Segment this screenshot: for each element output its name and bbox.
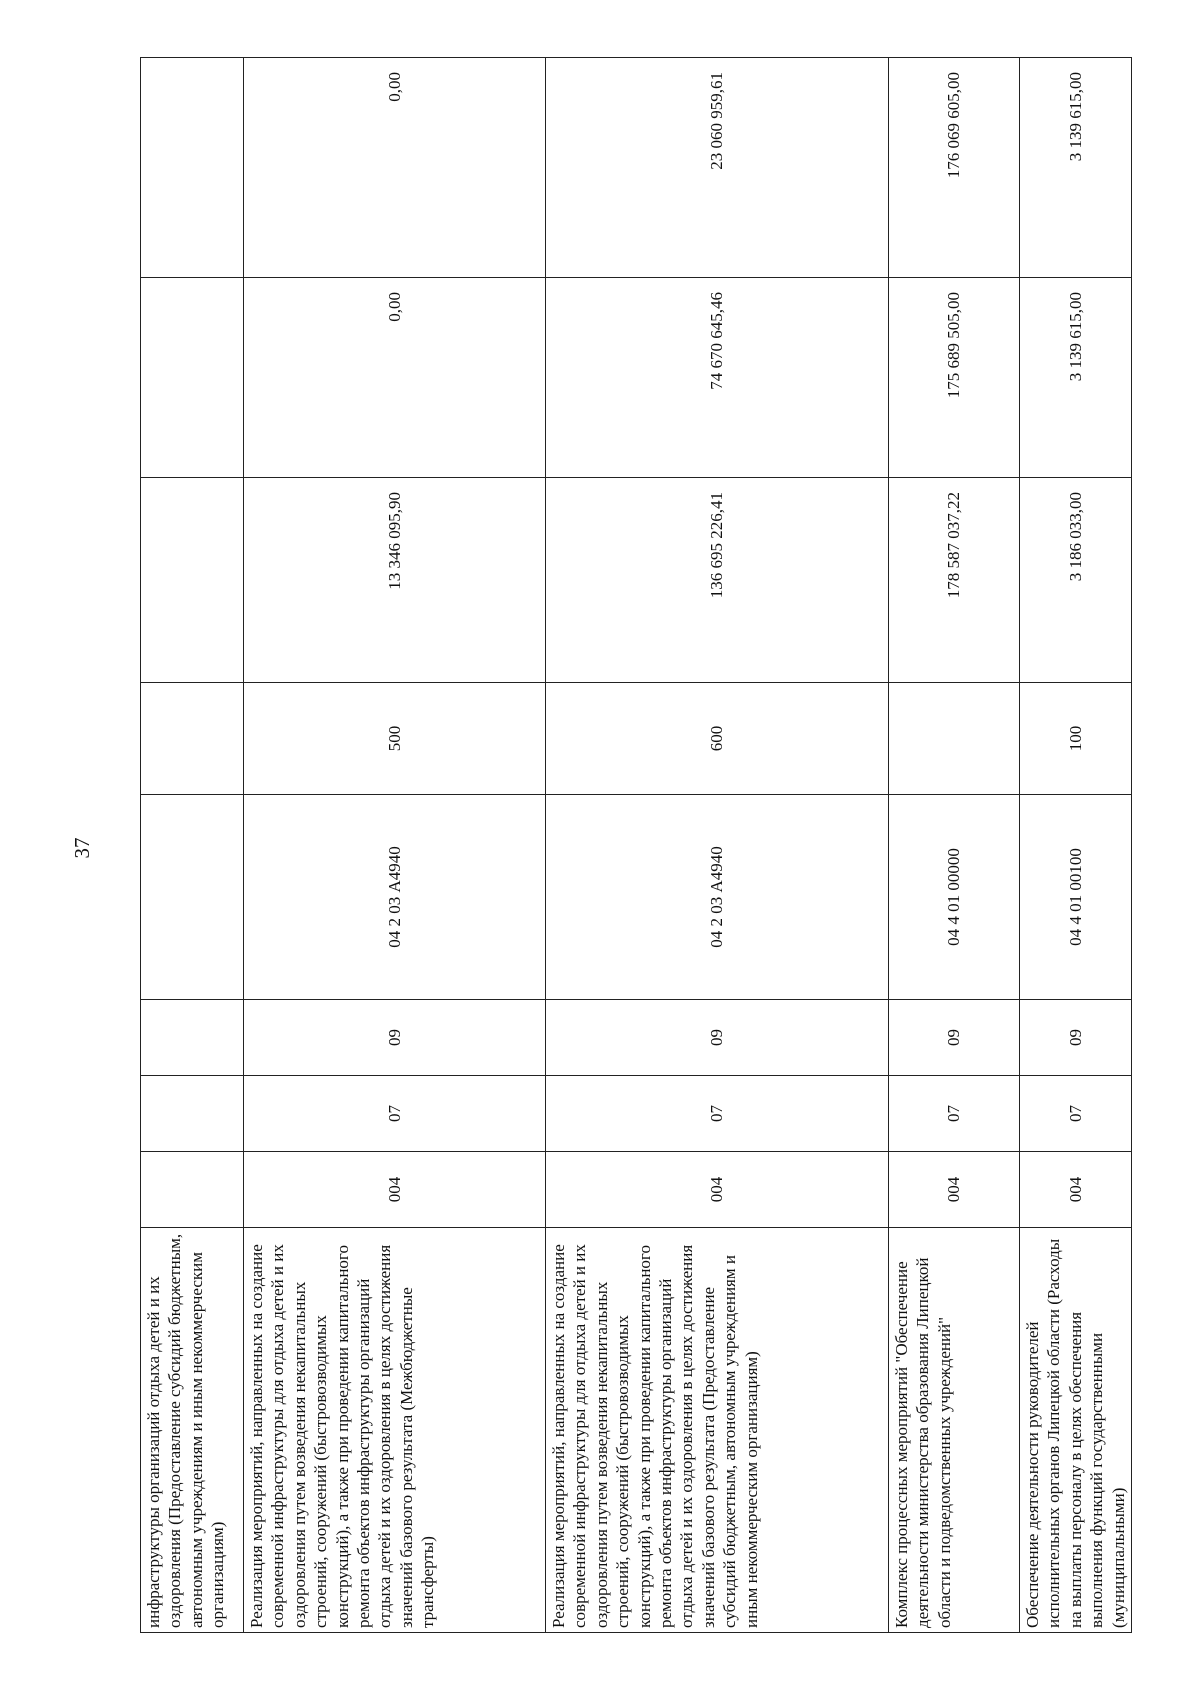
subsection-code: 09 [1020, 1000, 1132, 1076]
amount-year-3: 23 060 959,61 [546, 58, 889, 278]
table-row [889, 58, 1020, 1633]
amount-year-3: 176 069 605,00 [889, 58, 1020, 278]
expense-kind-code: 100 [1020, 683, 1132, 795]
subsection-code: 09 [244, 1000, 546, 1076]
budget-table [140, 57, 1132, 1633]
amount-year-2 [141, 278, 244, 478]
section-code: 07 [889, 1076, 1020, 1152]
amount-year-1: 3 186 033,00 [1020, 478, 1132, 683]
ministry-code [141, 1152, 244, 1228]
target-article-code: 04 2 03 А4940 [546, 795, 889, 1000]
expense-kind-code: 600 [546, 683, 889, 795]
row-name: Реализация мероприятий, направленных на создание современной инфраструктуры для отдыха детей и их оздоровления путем возведения некапитальных строений, сооружений (быстровозводимых конструкций), а также при проведении капитального ремонта объектов инфраструктуры организаций отдыха детей и их оздоровления в целях достижения значений базового результата (Предоставление субсидий бюджетным, автономным учреждениям и иным некоммерческим организациям) [546, 1228, 889, 1633]
expense-kind-code [889, 683, 1020, 795]
table-row [546, 58, 889, 1633]
table-row [1020, 58, 1132, 1633]
amount-year-2: 0,00 [244, 278, 546, 478]
amount-year-1 [141, 478, 244, 683]
page-number: 37 [69, 837, 94, 859]
amount-year-3: 0,00 [244, 58, 546, 278]
section-code: 07 [1020, 1076, 1132, 1152]
row-name: Обеспечение деятельности руководителей исполнительных органов Липецкой области (Расходы на выплаты персоналу в целях обеспечения выполнения функций государственными (муниципальными) [1020, 1228, 1132, 1633]
budget-table-rotated [140, 58, 1128, 1633]
amount-year-3: 3 139 615,00 [1020, 58, 1132, 278]
section-code: 07 [244, 1076, 546, 1152]
target-article-code: 04 4 01 00000 [889, 795, 1020, 1000]
table-row [244, 58, 546, 1633]
subsection-code [141, 1000, 244, 1076]
target-article-code [141, 795, 244, 1000]
amount-year-1: 13 346 095,90 [244, 478, 546, 683]
ministry-code: 004 [889, 1152, 1020, 1228]
row-name: Реализация мероприятий, направленных на создание современной инфраструктуры для отдыха детей и их оздоровления путем возведения некапитальных строений, сооружений (быстровозводимых конструкций), а также при проведении капитального ремонта объектов инфраструктуры организаций отдыха детей и их оздоровления в целях достижения значений базового результата (Межбюджетные трансферты) [244, 1228, 546, 1633]
expense-kind-code: 500 [244, 683, 546, 795]
amount-year-1: 136 695 226,41 [546, 478, 889, 683]
row-name: инфраструктуры организаций отдыха детей и их оздоровления (Предоставление субсидий бюджетным, автономным учреждениям и иным некоммерческим организациям) [141, 1228, 244, 1633]
section-code [141, 1076, 244, 1152]
ministry-code: 004 [546, 1152, 889, 1228]
amount-year-2: 74 670 645,46 [546, 278, 889, 478]
subsection-code: 09 [546, 1000, 889, 1076]
ministry-code: 004 [244, 1152, 546, 1228]
target-article-code: 04 4 01 00100 [1020, 795, 1132, 1000]
amount-year-2: 3 139 615,00 [1020, 278, 1132, 478]
expense-kind-code [141, 683, 244, 795]
amount-year-2: 175 689 505,00 [889, 278, 1020, 478]
target-article-code: 04 2 03 А4940 [244, 795, 546, 1000]
subsection-code: 09 [889, 1000, 1020, 1076]
amount-year-1: 178 587 037,22 [889, 478, 1020, 683]
table-row [141, 58, 244, 1633]
ministry-code: 004 [1020, 1152, 1132, 1228]
row-name: Комплекс процессных мероприятий "Обеспечение деятельности министерства образования Липецкой области и подведомственных учреждений" [889, 1228, 1020, 1633]
section-code: 07 [546, 1076, 889, 1152]
amount-year-3 [141, 58, 244, 278]
